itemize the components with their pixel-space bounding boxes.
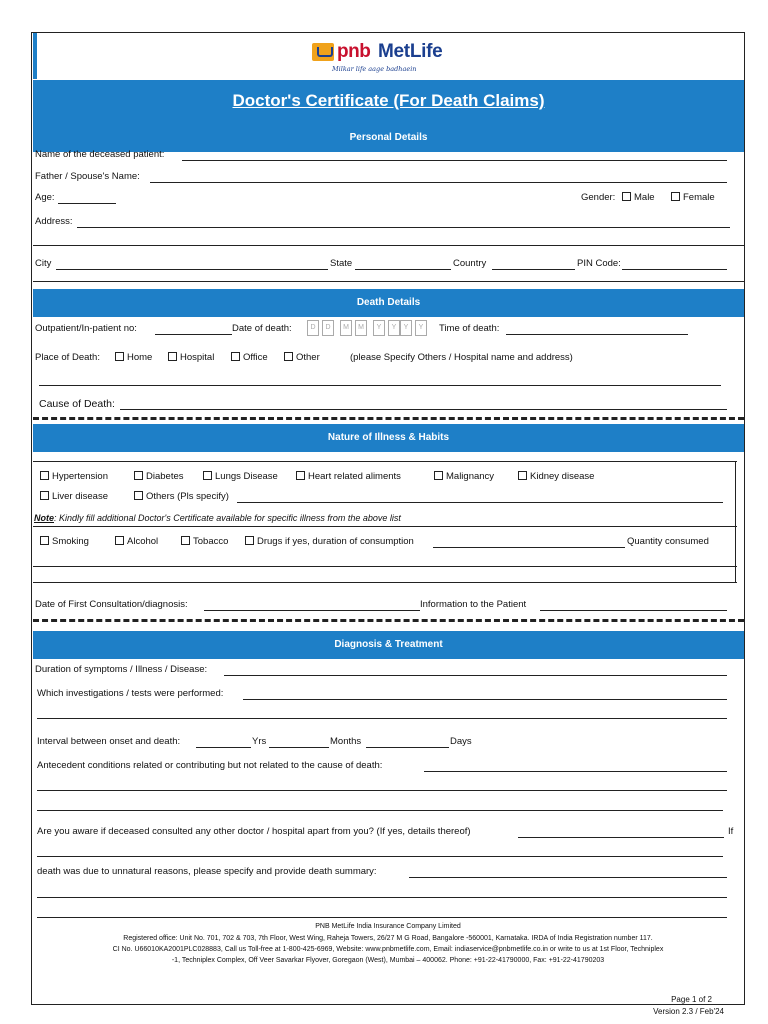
note-label: Note xyxy=(34,513,54,523)
female-label: Female xyxy=(683,192,715,203)
country-field[interactable] xyxy=(492,269,575,270)
place-other-option[interactable] xyxy=(284,352,320,363)
kidney-disease-checkbox[interactable] xyxy=(518,471,527,480)
other-doctor-field[interactable] xyxy=(518,837,724,838)
unnatural-death-field[interactable] xyxy=(409,877,727,878)
drugs-checkbox[interactable] xyxy=(245,536,254,545)
other-label: Other xyxy=(296,352,320,363)
box-bottom-line xyxy=(33,582,737,583)
antecedent-label: Antecedent conditions related or contributing but not related to the cause of death: xyxy=(37,760,383,771)
cause-of-death-label: Cause of Death: xyxy=(39,398,115,410)
footer-registered-office: Registered office: Unit No. 701, 702 & 703, 7th Floor, West Wing, Raheja Towers, 26/27 M G Road, Bangalore -560001, Karnataka. IRDA of India Registration number 117. xyxy=(123,935,653,942)
antecedent-field[interactable] xyxy=(424,771,727,772)
section-dashed-divider xyxy=(33,619,744,622)
place-specify-label: (please Specify Others / Hospital name and address) xyxy=(350,352,573,363)
unnatural-death-field-extra[interactable] xyxy=(37,917,727,918)
malignancy-checkbox[interactable] xyxy=(434,471,443,480)
row-divider xyxy=(33,281,744,282)
heart-aliments-checkbox[interactable] xyxy=(296,471,305,480)
section-title: Nature of Illness & Habits xyxy=(327,432,450,443)
malignancy-label: Malignancy xyxy=(446,471,495,482)
place-home-option[interactable] xyxy=(115,352,152,363)
drugs-label: Drugs if yes, duration of consumption xyxy=(257,536,414,547)
liver-disease-checkbox[interactable] xyxy=(40,491,49,500)
other-doctor-label: Are you aware if deceased consulted any other doctor / hospital apart from you? (If yes, details thereof) xyxy=(37,826,471,837)
home-label: Home xyxy=(127,352,153,363)
time-of-death-label: Time of death: xyxy=(439,323,500,334)
form-title-bar xyxy=(33,80,744,130)
days-label: Days xyxy=(450,736,472,747)
footer-address: -1, Techniplex Complex, Off Veer Savarkar Flyover, Goregaon (West), Mumbai – 400062. Phone: +91-22-41790000, Fax: +91-22-41790203 xyxy=(171,957,605,964)
first-consultation-field[interactable] xyxy=(204,610,420,611)
other-doctor-field-extra[interactable] xyxy=(37,856,723,857)
others-label: Others (Pls specify) xyxy=(146,491,229,502)
section-diagnosis-treatment xyxy=(33,631,744,659)
smoking-label: Smoking xyxy=(52,536,89,547)
interval-days-field[interactable] xyxy=(366,747,449,748)
patient-name-label: Name of the deceased patient: xyxy=(35,149,165,160)
place-hospital-option[interactable] xyxy=(168,352,214,363)
months-label: Months xyxy=(330,736,362,747)
alcohol-checkbox[interactable] xyxy=(115,536,124,545)
form-title: Doctor's Certificate (For Death Claims) xyxy=(232,91,545,110)
home-checkbox[interactable] xyxy=(115,352,124,361)
tobacco-label: Tobacco xyxy=(193,536,229,547)
cause-of-death-field[interactable] xyxy=(120,409,727,410)
smoking-option[interactable] xyxy=(40,536,89,547)
logo-brand-pnb: pnb xyxy=(337,41,371,62)
date-box[interactable]: D xyxy=(307,320,319,336)
border-accent xyxy=(33,33,37,79)
city-label: City xyxy=(35,258,52,269)
date-box[interactable]: M xyxy=(340,320,352,336)
note-text: : Kindly fill additional Doctor's Certificate available for specific illness from the above list xyxy=(54,513,401,523)
version-label: Version 2.3 / Feb'24 xyxy=(653,1007,724,1016)
section-nature-of-illness xyxy=(33,424,744,452)
investigations-field[interactable] xyxy=(243,699,727,700)
malignancy-option[interactable] xyxy=(434,471,494,482)
patient-no-field[interactable] xyxy=(155,334,232,335)
city-field[interactable] xyxy=(56,269,328,270)
kidney-disease-option[interactable] xyxy=(518,471,594,482)
patient-no-label: Outpatient/In-patient no: xyxy=(35,323,137,334)
info-to-patient-label: Information to the Patient xyxy=(420,599,527,610)
place-details-field[interactable] xyxy=(39,385,721,386)
section-personal-details xyxy=(33,124,744,152)
interval-yrs-field[interactable] xyxy=(196,747,251,748)
place-office-option[interactable] xyxy=(231,352,268,363)
investigations-label: Which investigations / tests were performed: xyxy=(37,688,224,699)
section-title: Personal Details xyxy=(349,132,428,143)
investigations-field-extra[interactable] xyxy=(37,718,727,719)
gender-female-option[interactable] xyxy=(671,192,715,203)
lungs-disease-label: Lungs Disease xyxy=(215,471,278,482)
address-field[interactable] xyxy=(77,227,730,228)
pnb-metlife-logo xyxy=(312,41,472,77)
first-consultation-label: Date of First Consultation/diagnosis: xyxy=(35,599,188,610)
country-label: Country xyxy=(453,258,487,269)
interval-label: Interval between onset and death: xyxy=(37,736,181,747)
office-checkbox[interactable] xyxy=(231,352,240,361)
box-right-line xyxy=(735,461,736,582)
diabetes-option[interactable] xyxy=(134,471,184,482)
row-divider xyxy=(33,245,744,246)
state-label: State xyxy=(330,258,353,269)
date-box[interactable]: Y xyxy=(400,320,412,336)
gender-label: Gender: xyxy=(581,192,616,203)
section-dashed-divider xyxy=(33,417,744,420)
yrs-label: Yrs xyxy=(252,736,267,747)
diabetes-label: Diabetes xyxy=(146,471,184,482)
drugs-option[interactable] xyxy=(245,536,414,547)
others-specify-field[interactable] xyxy=(237,502,723,503)
liver-disease-option[interactable] xyxy=(40,491,108,502)
state-field[interactable] xyxy=(355,269,451,270)
hospital-label: Hospital xyxy=(180,352,215,363)
tobacco-option[interactable] xyxy=(181,536,228,547)
gender-male-option[interactable] xyxy=(622,192,655,203)
female-checkbox[interactable] xyxy=(671,192,680,201)
diabetes-checkbox[interactable] xyxy=(134,471,143,480)
others-option[interactable] xyxy=(134,491,229,502)
date-box[interactable]: Y xyxy=(415,320,427,336)
section-title: Diagnosis & Treatment xyxy=(334,639,443,650)
pin-label: PIN Code: xyxy=(577,258,621,269)
antecedent-field-extra[interactable] xyxy=(37,790,727,791)
drugs-duration-field[interactable] xyxy=(433,547,625,548)
alcohol-label: Alcohol xyxy=(127,536,159,547)
section-title: Death Details xyxy=(356,297,421,308)
info-to-patient-field[interactable] xyxy=(540,610,727,611)
date-box[interactable]: Y xyxy=(388,320,400,336)
time-of-death-field[interactable] xyxy=(506,334,688,335)
pin-field[interactable] xyxy=(622,269,727,270)
alcohol-option[interactable] xyxy=(115,536,158,547)
lungs-disease-checkbox[interactable] xyxy=(203,471,212,480)
tobacco-checkbox[interactable] xyxy=(181,536,190,545)
footer-company: PNB MetLife India Insurance Company Limited xyxy=(315,923,461,930)
date-box[interactable]: M xyxy=(355,320,367,336)
date-of-death-label: Date of death: xyxy=(232,323,292,334)
page-number: Page 1 of 2 xyxy=(671,995,712,1004)
address-label: Address: xyxy=(35,216,73,227)
father-name-field[interactable] xyxy=(150,182,727,183)
if-label: If xyxy=(728,826,734,837)
quantity-consumed-label: Quantity consumed xyxy=(627,536,709,547)
duration-symptoms-label: Duration of symptoms / Illness / Disease: xyxy=(35,664,208,675)
place-of-death-label: Place of Death: xyxy=(35,352,100,363)
unnatural-death-label: death was due to unnatural reasons, please specify and provide death summary: xyxy=(37,866,377,877)
unnatural-death-field-extra[interactable] xyxy=(37,897,727,898)
father-name-label: Father / Spouse's Name: xyxy=(35,171,140,182)
hospital-checkbox[interactable] xyxy=(168,352,177,361)
box-top-line xyxy=(33,461,737,462)
hypertension-label: Hypertension xyxy=(52,471,108,482)
antecedent-field-extra[interactable] xyxy=(37,810,723,811)
heart-aliments-label: Heart related aliments xyxy=(308,471,401,482)
office-label: Office xyxy=(243,352,268,363)
illness-note xyxy=(34,513,401,523)
logo-mark-icon xyxy=(312,43,334,61)
age-field[interactable] xyxy=(58,203,116,204)
patient-name-field[interactable] xyxy=(182,160,727,161)
box-inner-line xyxy=(33,566,737,567)
lungs-disease-option[interactable] xyxy=(203,471,278,482)
smoking-checkbox[interactable] xyxy=(40,536,49,545)
others-checkbox[interactable] xyxy=(134,491,143,500)
date-box[interactable]: D xyxy=(322,320,334,336)
duration-symptoms-field[interactable] xyxy=(224,675,727,676)
footer-contact: CI No. U66010KA2001PLC028883, Call us Toll-free at 1-800-425-6969, Website: www.pnbmetlife.com, Email: indiaservice@pnbmetlife.co.in or write to us at 1st Floor, Techniplex xyxy=(112,946,664,953)
section-death-details xyxy=(33,289,744,317)
male-checkbox[interactable] xyxy=(622,192,631,201)
interval-months-field[interactable] xyxy=(269,747,329,748)
date-box[interactable]: Y xyxy=(373,320,385,336)
liver-disease-label: Liver disease xyxy=(52,491,108,502)
hypertension-checkbox[interactable] xyxy=(40,471,49,480)
age-label: Age: xyxy=(35,192,55,203)
note-divider xyxy=(33,526,737,527)
other-checkbox[interactable] xyxy=(284,352,293,361)
heart-aliments-option[interactable] xyxy=(296,471,401,482)
logo-tagline: Milkar life aage badhaein xyxy=(332,65,417,73)
kidney-disease-label: Kidney disease xyxy=(530,471,595,482)
male-label: Male xyxy=(634,192,655,203)
hypertension-option[interactable] xyxy=(40,471,108,482)
logo-brand-metlife: MetLife xyxy=(378,41,443,62)
